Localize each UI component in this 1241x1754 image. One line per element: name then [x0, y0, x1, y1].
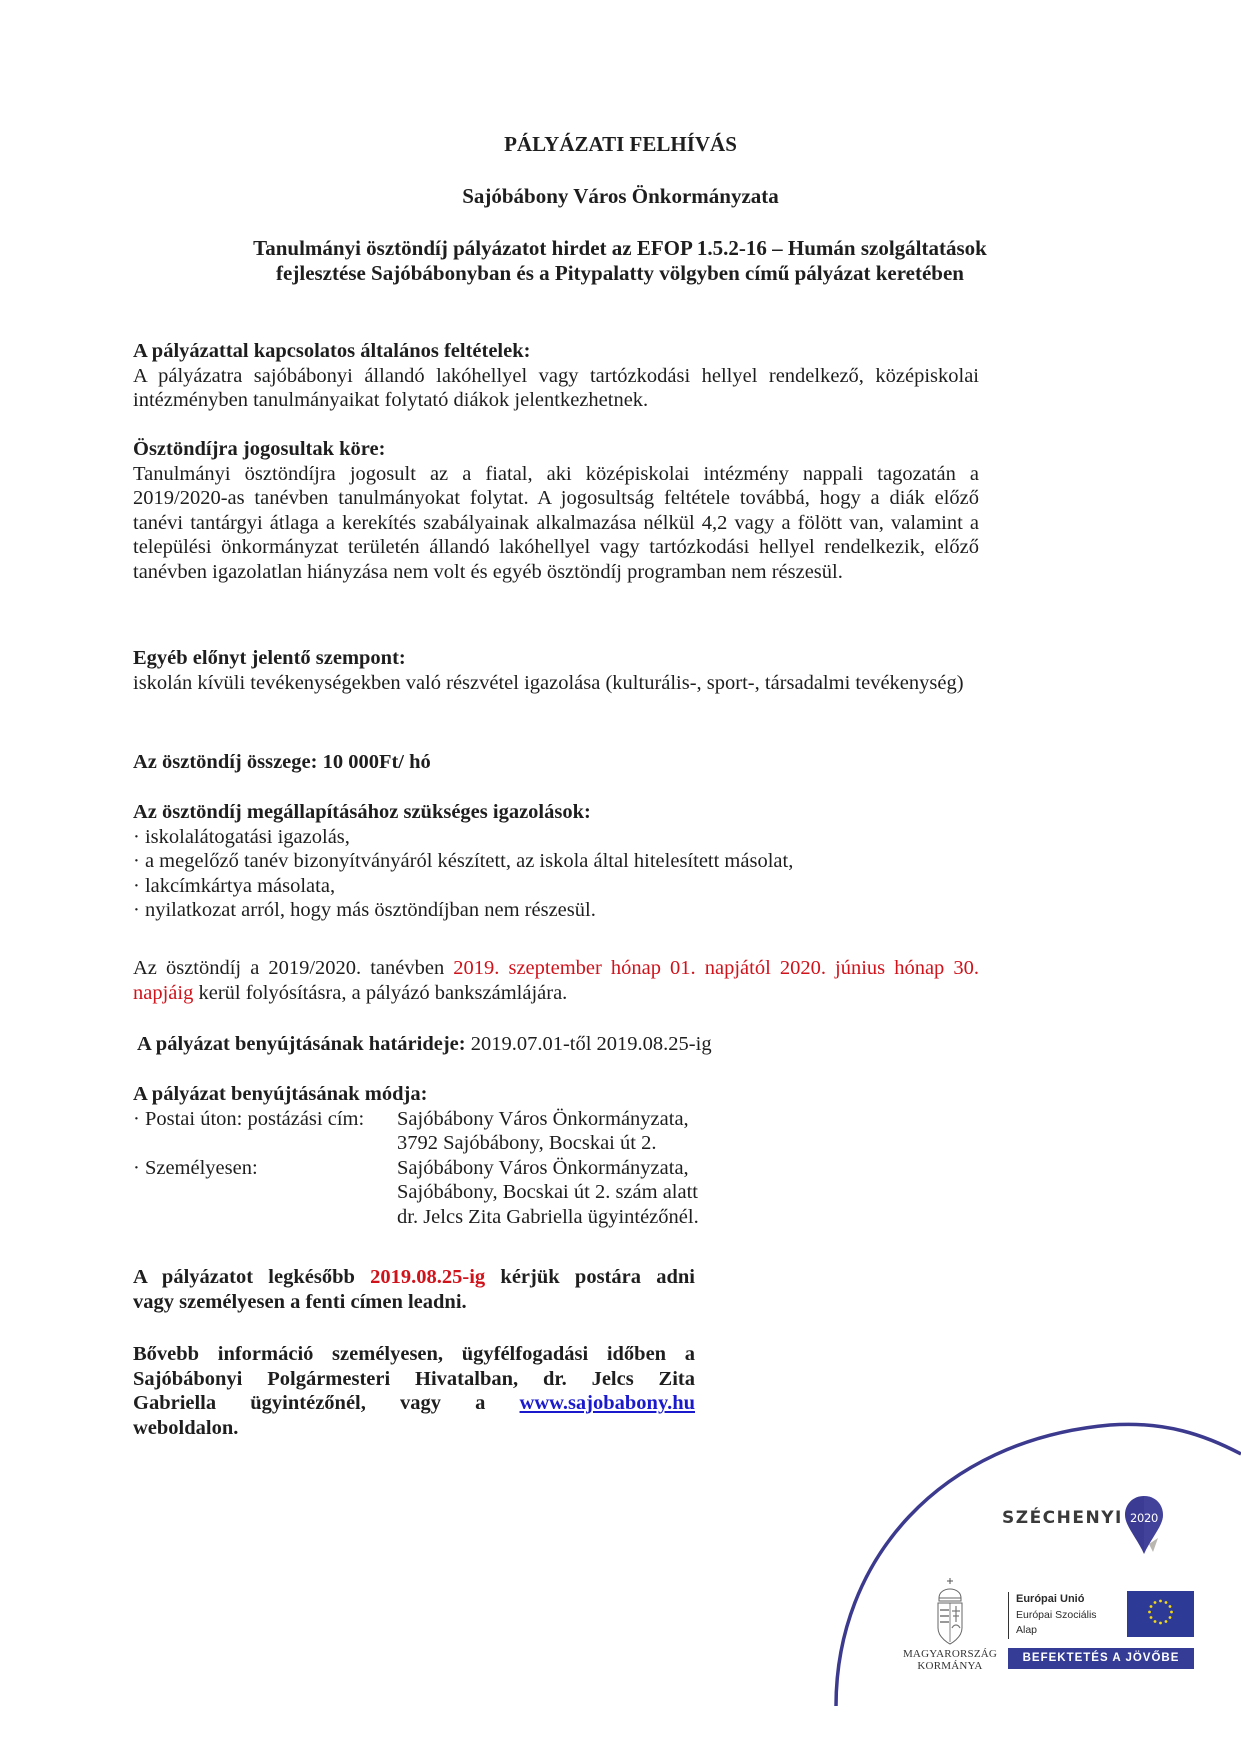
- government-line-2: KORMÁNYA: [917, 1660, 983, 1672]
- document-title: PÁLYÁZATI FELHÍVÁS: [504, 132, 737, 156]
- deadline-label: A pályázat benyújtásának határideje:: [137, 1033, 466, 1055]
- section-heading: Ösztöndíjra jogosultak köre:: [133, 438, 386, 460]
- reminder-line-2: vagy személyesen a fenti címen leadni.: [133, 1290, 467, 1313]
- section-heading: Az ösztöndíj megállapításához szükséges igazolások:: [133, 801, 591, 823]
- eu-fund-label: [1008, 1592, 1097, 1639]
- section-amount: [133, 750, 979, 775]
- amount-label: Az ösztöndíj összege: 10 000Ft/ hó: [133, 751, 431, 773]
- address-line: Sajóbábony Város Önkormányzata,: [397, 1107, 689, 1130]
- lead-line-1: Tanulmányi ösztöndíj pályázatot hirdet az EFOP 1.5.2-16 – Humán szolgáltatások: [253, 236, 987, 260]
- address-line: Sajóbábony Város Önkormányzata,: [397, 1156, 689, 1179]
- section-body: A pályázatra sajóbábonyi állandó lakóhellyel vagy tartózkodási hellyel rendelkező, középiskolai intézményben tanulmányaikat folytató diákok jelentkezhetnek.: [133, 364, 979, 412]
- payment-text: [133, 956, 979, 1005]
- section-heading: A pályázat benyújtásának módja:: [133, 1083, 428, 1105]
- submission-table: [133, 1107, 699, 1230]
- address-line: Sajóbábony, Bocskai út 2. szám alatt: [397, 1181, 698, 1204]
- documents-list: [133, 825, 979, 923]
- lead-line-2: fejlesztése Sajóbábonyban és a Pitypalatty völgyben című pályázat keretében: [276, 261, 964, 285]
- list-item: · nyilatkozat arról, hogy más ösztöndíjban nem részesül.: [133, 899, 596, 922]
- payment-period: 2019. szeptember hónap 01. napjától 2020. június hónap 30. napjáig: [133, 957, 979, 1004]
- deadline-value: 2019.07.01-től 2019.08.25-ig: [465, 1033, 712, 1055]
- eu-line-1: Európai Unió: [1016, 1593, 1085, 1605]
- eu-flag-icon: [1127, 1591, 1194, 1637]
- section-reminder: [133, 1265, 695, 1314]
- reminder-date: 2019.08.25-ig: [370, 1266, 486, 1288]
- eu-stars-icon: [1127, 1591, 1194, 1637]
- invest-in-future-banner: BEFEKTETÉS A JÖVŐBE: [1008, 1648, 1194, 1669]
- website-link[interactable]: www.sajobabony.hu: [519, 1392, 695, 1415]
- section-heading: Egyéb előnyt jelentő szempont:: [133, 647, 406, 669]
- info-line-1: Bővebb információ személyesen, ügyfélfogadási időben a: [133, 1343, 695, 1365]
- info-line-2: Sajóbábonyi Polgármesteri Hivatalban, dr. Jelcs Zita: [133, 1367, 695, 1390]
- table-row: [133, 1107, 699, 1156]
- map-pin-icon: [1125, 1496, 1163, 1554]
- reminder-line-1: [133, 1265, 695, 1290]
- payment-prefix: Az ösztöndíj a 2019/2020. tanévben: [133, 957, 454, 979]
- szechenyi-logo-text: SZÉCHENYI: [1002, 1508, 1123, 1528]
- eu-line-2: Európai Szociális: [1016, 1608, 1097, 1621]
- section-payment: [133, 956, 979, 1005]
- list-item: · a megelőző tanév bizonyítványáról készített, az iskola által hitelesített másolat,: [133, 850, 794, 873]
- list-item: · iskolalátogatási igazolás,: [133, 825, 350, 848]
- reminder-suffix: kérjük postára adni: [485, 1266, 695, 1288]
- section-body: iskolán kívüli tevékenységekben való részvétel igazolása (kulturális-, sport-, társadalmi tevékenység): [133, 671, 964, 694]
- info-line-3: [133, 1391, 695, 1416]
- government-label: [900, 1648, 1000, 1672]
- section-body: Tanulmányi ösztöndíjra jogosult az a fiatal, aki középiskolai intézmény nappali tagozatán a 2019/2020-as tanévben tanulmányokat folytat. A jogosultság feltétele továbbá, hogy a diák előző tanévi tantárgyi átlaga a kerekítés szabályainak alkalmazása nélkül 4,2 vagy a fölött van, valamint a települési önkormányzat területén állandó lakóhellyel vagy tartózkodási hellyel rendelkezik, előző tanévben igazolatlan hiányzása nem volt és egyéb ösztöndíj programban nem részesül.: [133, 462, 979, 583]
- submission-address: [397, 1156, 699, 1230]
- section-advantage: [133, 646, 979, 695]
- submission-address: [397, 1107, 699, 1156]
- section-documents: [133, 800, 979, 923]
- section-heading: A pályázattal kapcsolatos általános feltételek:: [133, 340, 531, 362]
- info-line-3-text: Gabriella ügyintézőnél, vagy a: [133, 1392, 520, 1415]
- submission-method-label: · Postai úton: postázási cím:: [133, 1107, 365, 1130]
- address-line: 3792 Sajóbábony, Bocskai út 2.: [397, 1132, 657, 1155]
- government-line-1: MAGYARORSZÁG: [902, 1648, 998, 1660]
- szechenyi-year: 2020: [1129, 1511, 1159, 1525]
- submission-method-label: · Személyesen:: [133, 1156, 258, 1179]
- info-line-4: weboldalon.: [133, 1416, 239, 1439]
- reminder-prefix: A pályázatot legkésőbb: [133, 1266, 371, 1288]
- section-eligibility: [133, 437, 979, 585]
- issuer-name: Sajóbábony Város Önkormányzata: [462, 184, 779, 208]
- section-info: [133, 1342, 695, 1440]
- section-deadline: [137, 1032, 983, 1057]
- list-item: · lakcímkártya másolata,: [133, 874, 336, 897]
- section-general: [133, 339, 979, 413]
- table-row: [133, 1156, 699, 1230]
- section-submission: [133, 1082, 979, 1230]
- payment-suffix: kerül folyósításra, a pályázó bankszámlájára.: [193, 981, 568, 1004]
- eu-line-3: Alap: [1016, 1624, 1038, 1636]
- lead-announcement: [150, 236, 1090, 286]
- coat-of-arms-icon: [935, 1578, 965, 1646]
- address-line: dr. Jelcs Zita Gabriella ügyintézőnél.: [397, 1205, 699, 1228]
